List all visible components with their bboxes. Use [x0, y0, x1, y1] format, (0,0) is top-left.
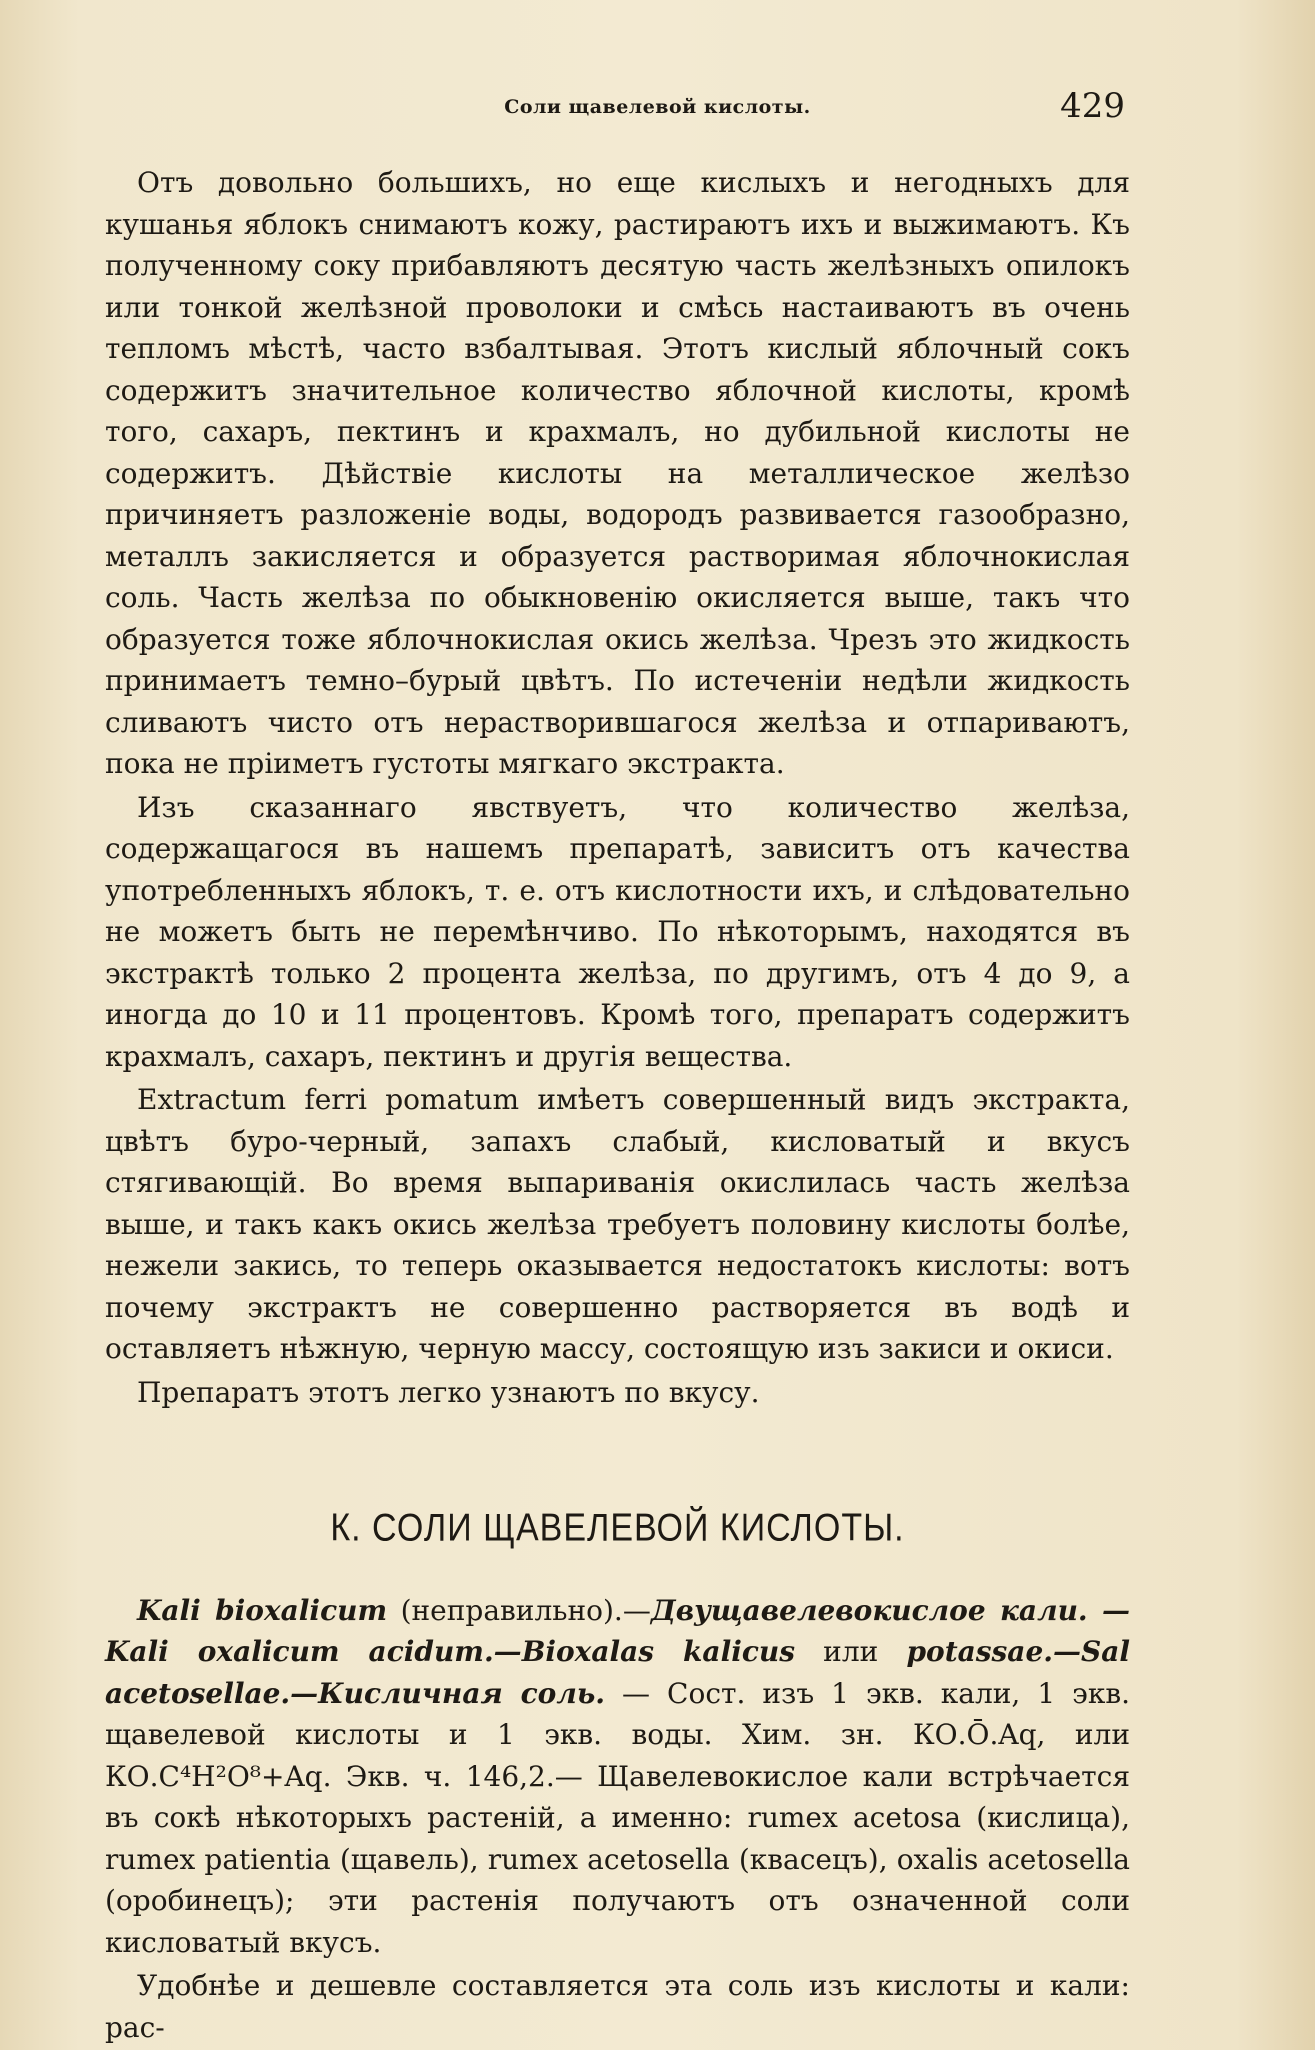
running-head: Соли щавелевой кислоты. — [504, 96, 811, 118]
body-text — [105, 162, 1130, 2048]
entry-or: или — [795, 1635, 907, 1668]
paragraph-3: Extractum ferri pomatum имѣетъ совершенный видъ экстракта, цвѣтъ буро-черный, запахъ слабый, кисловатый и вкусъ стягивающій. Во время выпариванія окислилась часть желѣза выше, и такъ какъ окись желѣза требуетъ половину кислоты болѣе, нежели закись, то теперь оказывается недостатокъ кислоты: вотъ почему экстрактъ не совершенно растворяется въ водѣ и оставляетъ нѣжную, черную массу, состоящую изъ закиси и окиси. — [105, 1083, 1130, 1365]
paragraph-2: Изъ сказаннаго явствуетъ, что количество желѣза, содержащагося въ нашемъ препаратѣ, зависитъ отъ качества употребленныхъ яблокъ, т. е. отъ кислотности ихъ, и слѣдовательно не можетъ быть не перемѣнчиво. По нѣкоторымъ, находятся въ экстрактѣ только 2 процента желѣза, по другимъ, отъ 4 до 9, а иногда до 10 и 11 процентовъ. Кромѣ того, препаратъ содержитъ крахмалъ, сахаръ, пектинъ и другія вещества. — [105, 790, 1130, 1073]
entry-synonym-4: Sal acetosellae.— — [105, 1635, 1130, 1710]
section-heading: К. СОЛИ ЩАВЕЛЕВОЙ КИСЛОТЫ. — [330, 1506, 905, 1550]
entry-latin-name: Kali bioxalicum — [137, 1593, 388, 1627]
entry-text: — Сост. изъ 1 экв. кали, 1 экв. щавелевой кислоты и 1 экв. воды. Хим. зн. КО.Ō.Aq, или КО.C⁴H²O⁸+Aq. Экв. ч. 146,2.— Щавелевокислое кали встрѣчается въ сокѣ нѣкоторыхъ растеній, а именно: rumex acetosa (кислица), rumex patientia (щавель), rumex acetosella (квасецъ), oxalis acetosella (оробинецъ); эти растенія получаютъ отъ означенной соли кисловатый вкусъ. — [105, 1676, 1130, 1959]
paragraph-1: Отъ довольно большихъ, но еще кислыхъ и негодныхъ для кушанья яблокъ снимаютъ кожу, растираютъ ихъ и выжимаютъ. Къ полученному соку прибавляютъ десятую часть желѣзныхъ опилокъ или тонкой желѣзной проволоки и смѣсь настаиваютъ въ очень тепломъ мѣстѣ, часто взбалтывая. Этотъ кислый яблочный сокъ содержитъ значительное количество яблочной кислоты, кромѣ того, сахаръ, пектинъ и крахмалъ, но дубильной кислоты не содержитъ. Дѣйствіе кислоты на металлическое желѣзо причиняетъ разложеніе воды, водородъ развивается газообразно, металлъ закисляется и образуется растворимая яблочнокислая соль. Часть желѣза по обыкновенію окисляется выше, такъ что образуется тоже яблочнокислая окись желѣза. Чрезъ это жидкость принимаетъ темно–бурый цвѣтъ. По истеченіи недѣли жидкость сливаютъ чисто отъ нерастворившагося желѣза и отпариваютъ, пока не пріиметъ густоты мягкаго экстракта. — [105, 166, 1130, 780]
paragraph-4: Препаратъ этотъ легко узнаютъ по вкусу. — [137, 1375, 760, 1409]
entry-paragraph — [105, 1590, 1130, 1964]
entry-synonym-3: potassae.— — [906, 1635, 1081, 1668]
entry-synonym-1: Kali oxalicum acidum.— — [105, 1635, 522, 1668]
entry-note: (неправильно).— — [387, 1593, 651, 1627]
entry-synonym-5: Кисличная соль. — [318, 1676, 606, 1710]
page-number: 429 — [1060, 86, 1125, 126]
entry-russian-name: Двущавелевокислое кали. — — [650, 1593, 1130, 1627]
last-line: Удобнѣе и дешевле составляется эта соль изъ кислоты и кали: рас- — [105, 1969, 1130, 2044]
entry-synonym-2: Bioxalas kalicus — [521, 1635, 796, 1668]
